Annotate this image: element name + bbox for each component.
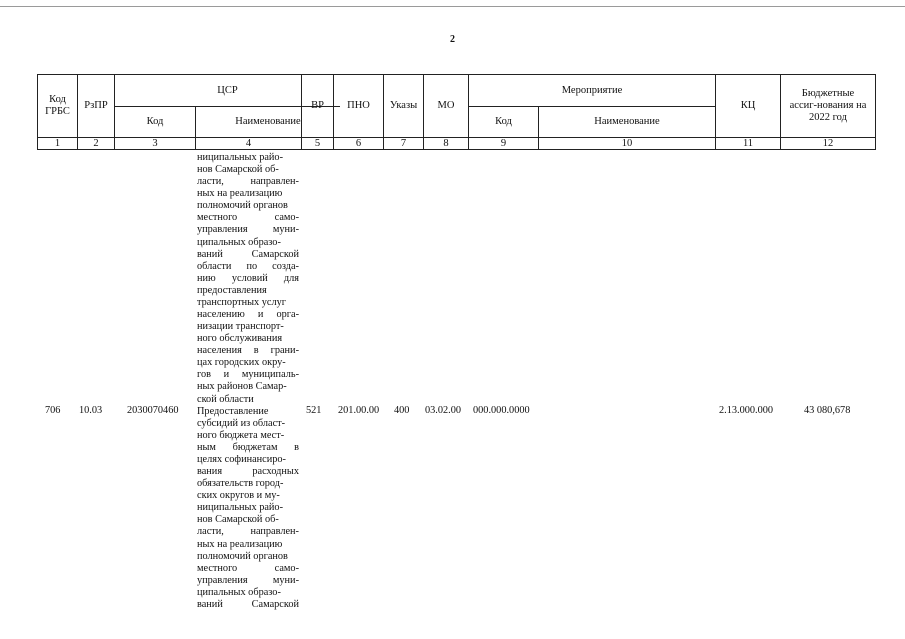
csr-name-line: местного само- bbox=[197, 562, 299, 574]
csr-name-line: управления муни- bbox=[197, 224, 299, 236]
csr-name-line: полномочий органов bbox=[197, 550, 288, 562]
csr-name-line: гов и муниципаль- bbox=[197, 369, 299, 381]
csr-name-line: нов Самарской об- bbox=[197, 164, 279, 176]
col-number: 11 bbox=[715, 137, 780, 150]
csr-name-line: ципальных образо- bbox=[197, 236, 281, 248]
csr-name-line: ниципальных райо- bbox=[197, 502, 284, 514]
csr-name-text bbox=[197, 152, 299, 611]
csr-name-line: области по созда- bbox=[197, 260, 299, 272]
col-csr-code-header: Код bbox=[114, 106, 195, 137]
csr-name-line: местного само- bbox=[197, 212, 299, 224]
col-csr-name-header: Наименование bbox=[195, 106, 340, 137]
csr-name-line: предоставления bbox=[197, 284, 267, 296]
top-rule bbox=[0, 6, 905, 7]
col-number: 8 bbox=[423, 137, 468, 150]
row-kc: 2.13.000.000 bbox=[719, 405, 774, 416]
csr-name-line: вания расходных bbox=[197, 466, 299, 478]
csr-name-line: населения в грани- bbox=[197, 345, 299, 357]
col-number: 5 bbox=[301, 137, 333, 150]
csr-name-line: ных районов Самар- bbox=[197, 381, 287, 393]
row-csr-code: 2030070460 bbox=[127, 405, 179, 416]
csr-name-line: населению и орга- bbox=[197, 309, 299, 321]
row-rzpr: 10.03 bbox=[79, 405, 103, 416]
col-kc-header: КЦ bbox=[715, 74, 780, 137]
csr-name-line: транспортных услуг bbox=[197, 296, 286, 308]
row-ukazy: 400 bbox=[394, 405, 410, 416]
col-rzpr-header: РзПР bbox=[77, 74, 114, 137]
row-grbs: 706 bbox=[45, 405, 61, 416]
table-header bbox=[37, 74, 876, 150]
csr-name-line: ских округов и му- bbox=[197, 490, 280, 502]
csr-name-line: ных на реализацию bbox=[197, 538, 283, 550]
col-number: 3 bbox=[114, 137, 195, 150]
csr-name-line: нию условий для bbox=[197, 272, 299, 284]
csr-name-line: обязательств город- bbox=[197, 478, 284, 490]
csr-name-line: ниципальных райо- bbox=[197, 152, 284, 163]
csr-name-line: ваний Самарской bbox=[197, 598, 299, 610]
col-vr-header: ВР bbox=[301, 74, 333, 137]
col-number: 1 bbox=[37, 137, 77, 150]
csr-name-line: Предоставление bbox=[197, 405, 269, 417]
csr-name-line: управления муни- bbox=[197, 574, 299, 586]
col-number: 9 bbox=[468, 137, 538, 150]
row-budget: 43 080,678 bbox=[804, 405, 851, 416]
csr-name-line: ской области bbox=[197, 393, 254, 405]
col-budget-header: Бюджетные ассиг-нования на 2022 год bbox=[780, 74, 876, 137]
col-number: 7 bbox=[383, 137, 423, 150]
col-number: 6 bbox=[333, 137, 383, 150]
csr-name-line: ных на реализацию bbox=[197, 188, 283, 200]
row-mo: 03.02.00 bbox=[425, 405, 462, 416]
col-ukazy-header: Указы bbox=[383, 74, 423, 137]
csr-name-line: нов Самарской об- bbox=[197, 514, 279, 526]
page-number: 2 bbox=[450, 34, 455, 45]
csr-name-line: ласти, направлен- bbox=[197, 526, 299, 538]
row-event-code: 000.000.0000 bbox=[473, 405, 530, 416]
col-csr-header: ЦСР bbox=[114, 74, 340, 106]
row-vr: 521 bbox=[306, 405, 322, 416]
row-pno: 201.00.00 bbox=[338, 405, 380, 416]
col-pno-header: ПНО bbox=[333, 74, 383, 137]
csr-name-line: целях софинансиро- bbox=[197, 453, 286, 465]
col-grbs-header: Код ГРБС bbox=[37, 74, 77, 137]
csr-name-line: ного бюджета мест- bbox=[197, 429, 285, 441]
csr-name-line: ваний Самарской bbox=[197, 248, 299, 260]
col-mo-header: МО bbox=[423, 74, 468, 137]
csr-name-line: субсидий из област- bbox=[197, 417, 286, 429]
col-event-name-header: Наименование bbox=[538, 106, 715, 137]
csr-name-line: цах городских окру- bbox=[197, 357, 286, 369]
csr-name-line: ным бюджетам в bbox=[197, 441, 299, 453]
col-number: 2 bbox=[77, 137, 114, 150]
col-number: 10 bbox=[538, 137, 715, 150]
csr-name-line: ного обслуживания bbox=[197, 333, 283, 345]
col-number: 12 bbox=[780, 137, 876, 150]
csr-name-line: ласти, направлен- bbox=[197, 176, 299, 188]
csr-name-line: низации транспорт- bbox=[197, 321, 284, 333]
col-number: 4 bbox=[195, 137, 301, 150]
col-event-header: Мероприятие bbox=[468, 74, 715, 106]
col-event-code-header: Код bbox=[468, 106, 538, 137]
csr-name-line: ципальных образо- bbox=[197, 586, 281, 598]
csr-name-line: полномочий органов bbox=[197, 200, 288, 212]
